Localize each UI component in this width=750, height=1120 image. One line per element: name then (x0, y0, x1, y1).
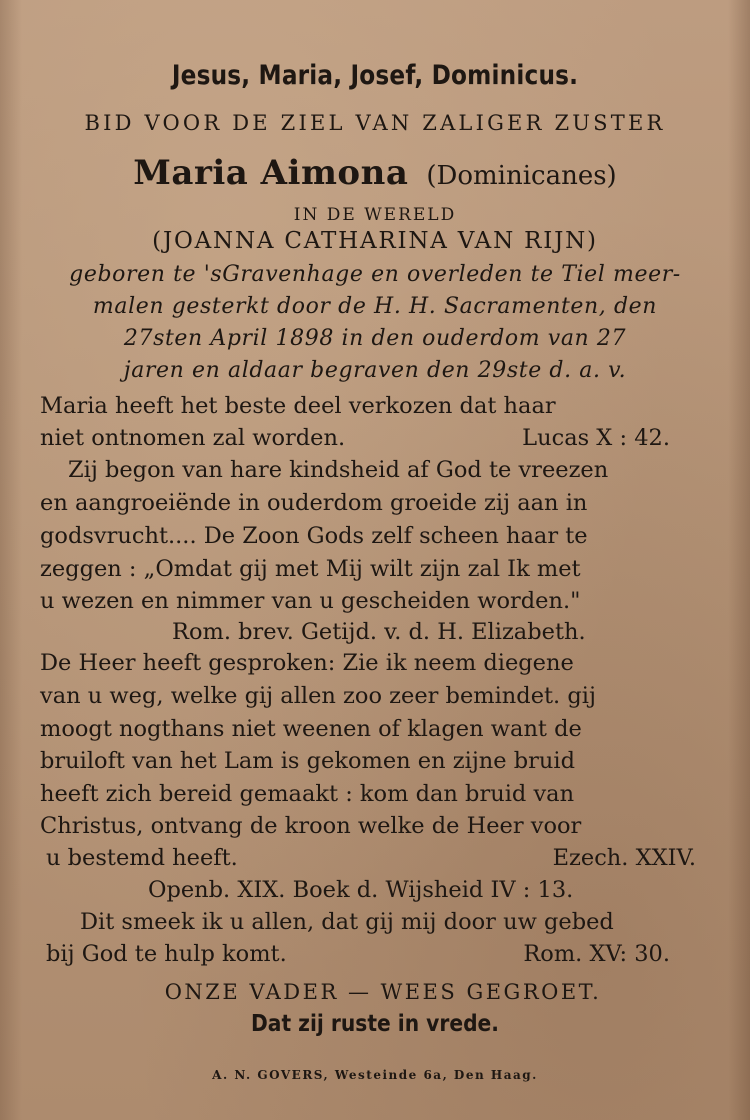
body-line-text: Openb. XIX. Boek d. Wijsheid IV : 13. (148, 877, 574, 903)
body-line-text: niet ontnomen zal worden. (40, 425, 346, 451)
body-line (40, 556, 700, 582)
body-line (80, 909, 702, 935)
body-line-text: bij God te hulp komt. (46, 941, 287, 967)
body-line (40, 748, 700, 774)
bio-line: jaren en aldaar begraven den 29ste d. a. v. (123, 358, 627, 383)
bio-line: geboren te 'sGravenhage en overleden te Tiel meer- (69, 262, 681, 287)
body-line-text: Christus, ontvang de kroon welke de Heer voor (40, 813, 582, 839)
body-line (148, 877, 688, 903)
bio-line: malen gesterkt door de H. H. Sacramenten, den (92, 294, 658, 319)
scripture-reference: Ezech. XXIV. (552, 845, 696, 871)
body-line (40, 716, 700, 742)
body-line (40, 650, 700, 676)
body-line-text: heeft zich bereid gemaakt : kom dan bruid van (40, 781, 575, 807)
body-line (40, 523, 700, 549)
body-line (40, 490, 700, 516)
religious-name: Maria Aimona (133, 153, 409, 193)
body-line (172, 619, 692, 645)
body-line (40, 425, 700, 451)
closing-prayer: ONZE VADER — WEES GEGROET. (164, 980, 602, 1004)
body-line-text: u bestemd heeft. (46, 845, 238, 871)
birth-name: (JOANNA CATHARINA VAN RIJN) (152, 228, 598, 254)
deceased-name-row (0, 153, 750, 193)
body-line-text: Dit smeek ik u allen, dat gij mij door uw gebed (80, 909, 614, 935)
body-line (40, 588, 700, 614)
body-line-text: Rom. brev. Getijd. v. d. H. Elizabeth. (172, 619, 586, 645)
header-invocation: Jesus, Maria, Josef, Dominicus. (171, 60, 579, 91)
bio-line: 27sten April 1898 in den ouderdom van 27 (123, 326, 627, 351)
prayer-request: BID VOOR DE ZIEL VAN ZALIGER ZUSTER (84, 111, 666, 135)
body-line (46, 941, 700, 967)
body-line-text: moogt nogthans niet weenen of klagen want de (40, 716, 582, 742)
body-line-text: van u weg, welke gij allen zoo zeer bemindet. gij (40, 683, 596, 709)
body-line (68, 457, 700, 483)
scripture-reference: Lucas X : 42. (522, 425, 670, 451)
body-line-text: godsvrucht.... De Zoon Gods zelf scheen haar te (40, 523, 588, 549)
body-line (40, 683, 700, 709)
closing-blessing: Dat zij ruste in vrede. (251, 1011, 499, 1037)
body-line-text: Maria heeft het beste deel verkozen dat haar (40, 393, 556, 419)
body-line-text: en aangroeiënde in ouderdom groeide zij aan in (40, 490, 588, 516)
body-line-text: u wezen en nimmer van u gescheiden worden." (40, 588, 581, 614)
body-line (46, 845, 700, 871)
religious-order: (Dominicanes) (426, 161, 617, 191)
body-line-text: zeggen : „Omdat gij met Mij wilt zijn zal Ik met (40, 556, 581, 582)
body-line-text: De Heer heeft gesproken: Zie ik neem diegene (40, 650, 574, 676)
body-line (40, 813, 700, 839)
scripture-reference: Rom. XV: 30. (523, 941, 670, 967)
printer-imprint: A. N. GOVERS, Westeinde 6a, Den Haag. (212, 1068, 538, 1082)
body-line (40, 393, 700, 419)
in-world-label: IN DE WERELD (293, 205, 457, 225)
body-line (40, 781, 700, 807)
body-line-text: bruiloft van het Lam is gekomen en zijne bruid (40, 748, 576, 774)
body-line-text: Zij begon van hare kindsheid af God te vreezen (68, 457, 609, 483)
